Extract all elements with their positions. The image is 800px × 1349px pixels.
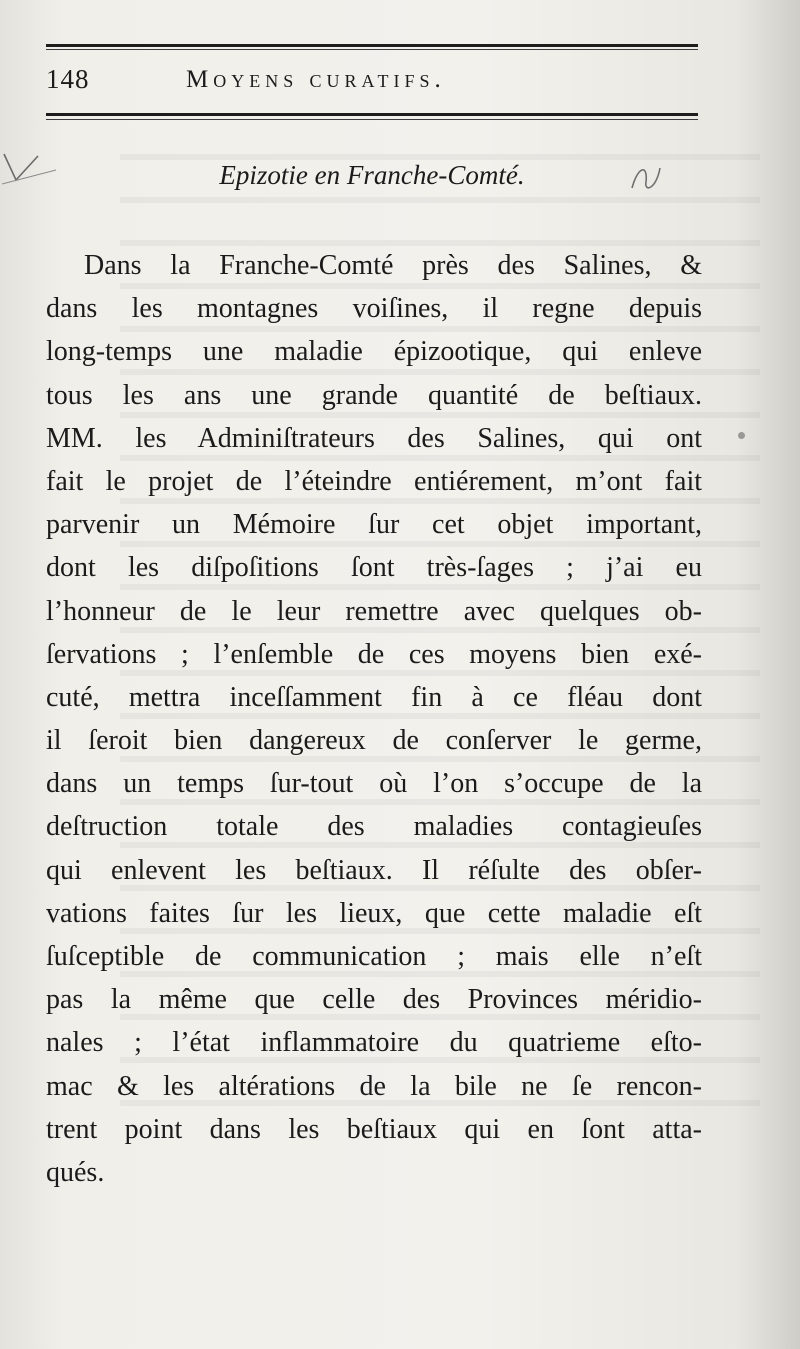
text-line: il ſeroit bien dangereux de conſerver le germe, xyxy=(46,725,702,757)
header-bottom-rule xyxy=(46,113,698,116)
text-line: vations faites ſur les lieux, que cette maladie eſt xyxy=(46,897,702,929)
header-top-rule-thin xyxy=(46,49,698,50)
text-line: Dans la Franche-Comté près des Salines, & xyxy=(84,250,702,281)
text-line: qués. xyxy=(46,1156,105,1188)
page-number: 148 xyxy=(46,64,90,94)
text-line: fait le projet de l’éteindre entiérement, m’ont fait xyxy=(46,465,702,497)
text-line: pas la même que celle des Provinces méridio- xyxy=(46,984,702,1016)
section-title: Epizotie en Franche-Comté. xyxy=(219,160,525,190)
text-line: ſuſceptible de communication ; mais elle n’eſt xyxy=(46,941,702,972)
text-line: ſervations ; l’enſemble de ces moyens bien exé- xyxy=(46,638,702,670)
header-bottom-rule-thin xyxy=(46,119,698,120)
text-line: parvenir un Mémoire ſur cet objet important, xyxy=(46,509,702,541)
text-line: dont les diſpoſitions ſont très-ſages ; j’ai eu xyxy=(46,552,702,584)
text-line: trent point dans les beſtiaux qui en ſont atta- xyxy=(46,1113,702,1145)
text-line: deſtruction totale des maladies contagieuſes xyxy=(46,811,702,843)
text-line: MM. les Adminiſtrateurs des Salines, qui ont xyxy=(46,422,702,454)
running-title: Moyens curatifs. xyxy=(186,66,446,93)
header-top-rule xyxy=(46,44,698,47)
text-line: qui enlevent les beſtiaux. Il réſulte des obſer- xyxy=(46,854,702,886)
text-line: mac & les altérations de la bile ne ſe rencon- xyxy=(46,1070,702,1102)
running-header xyxy=(46,62,698,102)
text-line: cuté, mettra inceſſamment fin à ce fléau dont xyxy=(46,681,702,713)
paper-speck xyxy=(738,432,745,439)
body-text xyxy=(46,244,702,1194)
text-line: nales ; l’état inflammatoire du quatrieme eſto- xyxy=(46,1027,702,1059)
text-line: tous les ans une grande quantité de beſtiaux. xyxy=(46,379,702,411)
text-line: l’honneur de le leur remettre avec quelques ob- xyxy=(46,595,702,627)
text-line: long-temps une maladie épizootique, qui enleve xyxy=(46,336,702,368)
text-line: dans les montagnes voiſines, il regne depuis xyxy=(46,293,702,325)
text-line: dans un temps ſur-tout où l’on s’occupe de la xyxy=(46,768,702,800)
